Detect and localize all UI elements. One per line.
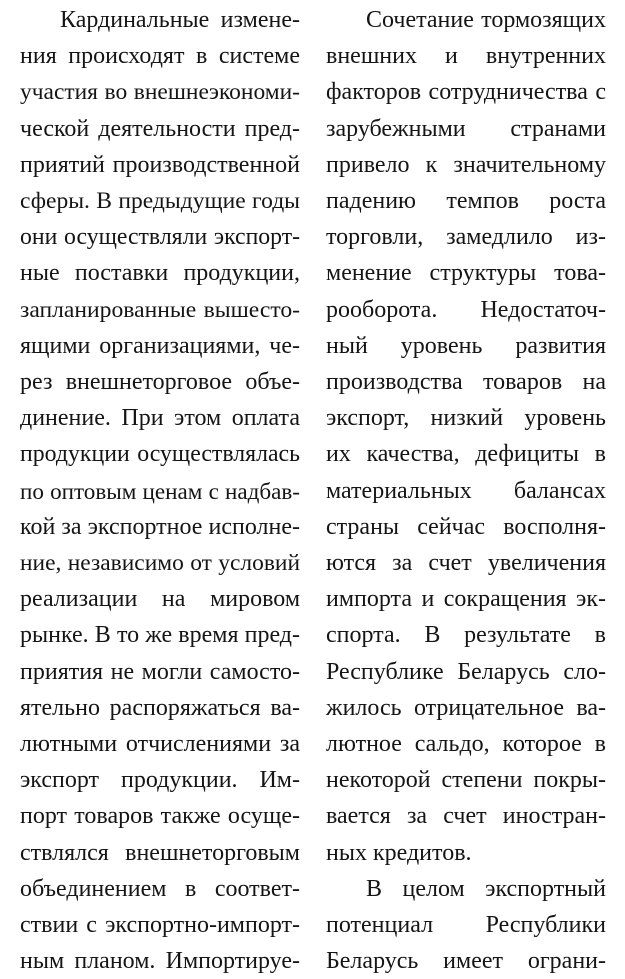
text-line: материальных балансах bbox=[326, 477, 606, 504]
text-line: ются за счет увеличения bbox=[326, 550, 606, 576]
text-line: лютное сальдо, которое в bbox=[326, 731, 606, 757]
text-line: Сочетание тормозящих bbox=[366, 7, 606, 33]
text-line: производства товаров на bbox=[326, 369, 606, 395]
text-line: рооборота. Недостаточ- bbox=[326, 296, 606, 323]
text-line: внешних и внутренних bbox=[326, 43, 606, 70]
text-line: вается за счет иностран- bbox=[326, 803, 606, 830]
text-line: менение структуры това- bbox=[326, 260, 606, 287]
text-line: некоторой степени покры- bbox=[326, 767, 606, 794]
text-line: кой за экспортное исполне- bbox=[20, 513, 300, 540]
text-line: торговли, замедлило из- bbox=[326, 224, 606, 251]
text-line: экспорт продукции. Им- bbox=[20, 767, 300, 794]
text-line: ный уровень развития bbox=[326, 332, 606, 359]
text-line: Беларусь имеет ограни- bbox=[326, 948, 606, 975]
text-line: продукции осуществлялась bbox=[20, 441, 300, 468]
text-line: В целом экспортный bbox=[366, 875, 606, 902]
text-line: ние, независимо от условий bbox=[20, 550, 300, 576]
text-line: ятельно распоряжаться ва- bbox=[20, 694, 300, 721]
text-line: спорта. В результате в bbox=[326, 622, 606, 649]
text-line: ящими организациями, че- bbox=[20, 332, 300, 359]
text-line: рез внешнеторговое объе- bbox=[20, 369, 300, 395]
text-line: они осуществляли экспорт- bbox=[20, 224, 300, 251]
text-line: сферы. В предыдущие годы bbox=[20, 188, 300, 214]
text-line: ствлялся внешнеторговым bbox=[20, 839, 300, 866]
text-line: приятия не могли самосто- bbox=[20, 658, 300, 685]
text-line: падению темпов роста bbox=[326, 188, 606, 214]
text-line: жилось отрицательное ва- bbox=[326, 694, 606, 721]
text-line: реализации на мировом bbox=[20, 586, 300, 613]
text-line: зарубежными странами bbox=[326, 115, 606, 142]
text-line: привело к значительному bbox=[326, 151, 606, 178]
text-line: ческой деятельности пред- bbox=[20, 115, 300, 142]
text-line: ных кредитов. bbox=[326, 839, 472, 866]
text-line: Кардинальные измене- bbox=[60, 7, 300, 33]
text-line: Республике Беларусь сло- bbox=[326, 658, 606, 685]
text-line: по оптовым ценам с надбав- bbox=[20, 477, 300, 504]
text-line: запланированные вышесто- bbox=[20, 296, 300, 323]
text-line: их качества, дефициты в bbox=[326, 441, 606, 468]
text-line: ным планом. Импортируе- bbox=[20, 948, 300, 975]
text-line: приятий производственной bbox=[20, 151, 300, 178]
text-line: факторов сотрудничества с bbox=[326, 79, 606, 106]
text-line: динение. При этом оплата bbox=[20, 405, 300, 432]
text-line: рынке. В то же время пред- bbox=[20, 622, 300, 649]
text-line: потенциал Республики bbox=[326, 912, 606, 938]
text-line: экспорт, низкий уровень bbox=[326, 405, 606, 432]
text-line: участия во внешнеэкономи- bbox=[20, 79, 300, 106]
text-line: объединением в соответ- bbox=[20, 875, 300, 902]
text-line: лютными отчислениями за bbox=[20, 731, 300, 757]
text-line: страны сейчас восполня- bbox=[326, 513, 606, 540]
text-line: импорта и сокращения эк- bbox=[326, 586, 606, 613]
text-line: ния происходят в системе bbox=[20, 43, 300, 70]
text-line: порт товаров также осуще- bbox=[20, 803, 300, 830]
text-line: ные поставки продукции, bbox=[20, 260, 300, 287]
text-line: ствии с экспортно-импорт- bbox=[20, 912, 300, 938]
